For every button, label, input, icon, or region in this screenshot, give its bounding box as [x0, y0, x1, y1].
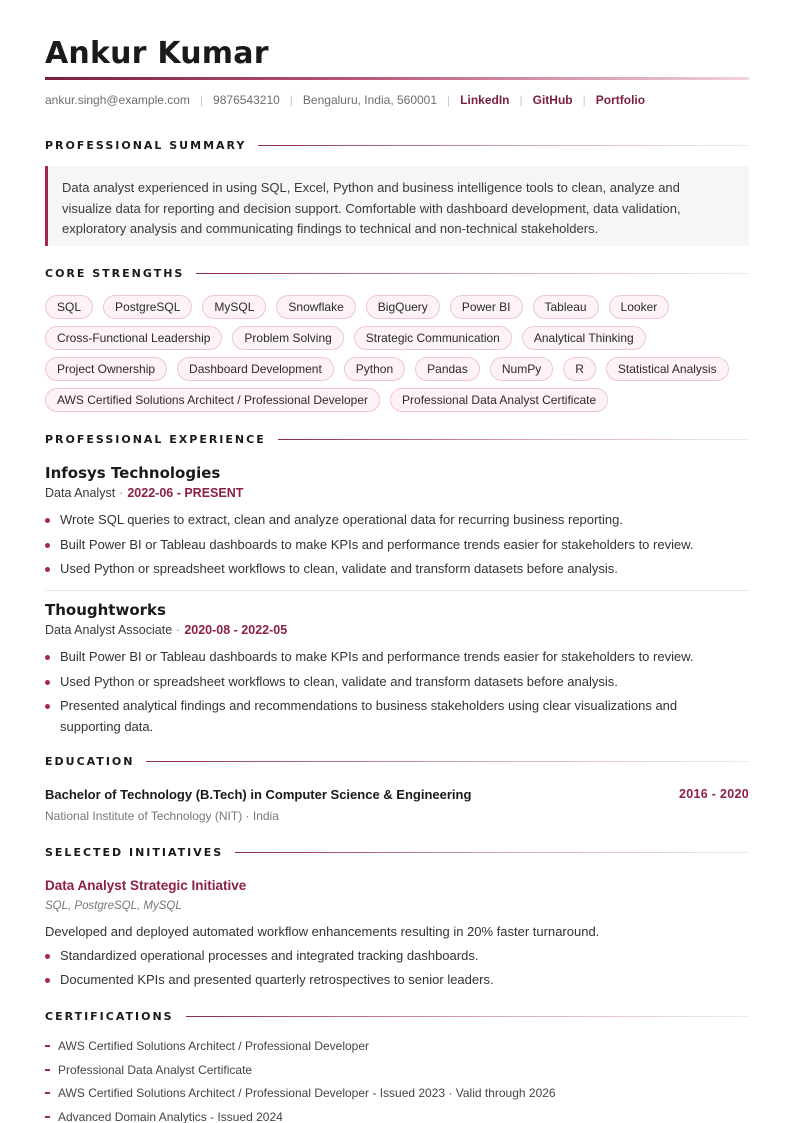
bullet-text: Used Python or spreadsheet workflows to clean, validate and transform datasets before analysis. — [60, 561, 618, 576]
section-header-strengths — [45, 267, 749, 280]
certification-list — [45, 1038, 749, 1123]
bullet-dot — [45, 978, 50, 983]
bullet-text: Built Power BI or Tableau dashboards to make KPIs and performance trends easier for stakeholders to review. — [60, 649, 694, 664]
skill-chip: AWS Certified Solutions Architect / Professional Developer — [45, 388, 380, 412]
skill-chip: Pandas — [415, 357, 480, 381]
section-title: PROFESSIONAL EXPERIENCE — [45, 433, 266, 446]
bullet-text: Presented analytical findings and recommendations to business stakeholders using clear visualizations and — [60, 698, 678, 713]
contact-bar — [45, 93, 645, 107]
contact-location: Bengaluru, India, 560001 — [302, 93, 438, 107]
chip-row — [45, 388, 749, 412]
skill-chip: Python — [344, 357, 405, 381]
github-link[interactable]: GitHub — [532, 93, 573, 107]
section-rule — [196, 273, 749, 274]
meta-separator: · — [176, 623, 181, 637]
certification-text: AWS Certified Solutions Architect / Professional Developer - Issued 2023 · Valid through 2026 — [58, 1086, 556, 1100]
bullet-item — [45, 970, 749, 994]
job-bullets — [45, 510, 749, 584]
job-title: Data Analyst — [45, 486, 116, 500]
job-dates: 2020-08 - 2022-05 — [184, 623, 288, 637]
skill-chip: Snowflake — [276, 295, 355, 319]
section-rule — [235, 852, 749, 853]
chip-row — [45, 357, 749, 381]
section-title: PROFESSIONAL SUMMARY — [45, 139, 247, 152]
job-title: Data Analyst Associate — [45, 623, 173, 637]
bullet-item — [45, 647, 749, 672]
dash-marker — [45, 1116, 50, 1118]
company-name: Infosys Technologies — [45, 464, 221, 482]
section-header-initiatives — [45, 846, 749, 859]
summary-line: visualize data for reporting and decision support. Comfortable with dashboard development, data validation, — [62, 200, 681, 216]
section-header-certifications — [45, 1010, 749, 1023]
skill-chip: NumPy — [490, 357, 553, 381]
bullet-dot — [45, 704, 50, 709]
skill-chips — [45, 295, 749, 419]
bullet-text: Built Power BI or Tableau dashboards to make KPIs and performance trends easier for stakeholders to review. — [60, 536, 694, 552]
initiative-tech: SQL, PostgreSQL, MySQL — [45, 900, 182, 912]
skill-chip: PostgreSQL — [103, 295, 192, 319]
skill-chip: SQL — [45, 295, 93, 319]
skill-chip: Cross-Functional Leadership — [45, 326, 222, 350]
education-dates: 2016 - 2020 — [678, 787, 749, 801]
bullet-dot — [45, 543, 50, 548]
name-underline — [45, 77, 749, 80]
section-header-summary — [45, 139, 749, 152]
skill-chip: Dashboard Development — [177, 357, 334, 381]
skill-chip: Project Ownership — [45, 357, 167, 381]
dash-marker — [45, 1045, 50, 1047]
meta-separator: · — [119, 486, 124, 500]
skill-chip: Problem Solving — [232, 326, 343, 350]
section-rule — [146, 761, 749, 762]
bullet-dot — [45, 655, 50, 660]
section-title: CERTIFICATIONS — [45, 1010, 174, 1023]
bullet-text: supporting data. — [60, 718, 154, 734]
certification-text: Advanced Domain Analytics - Issued 2024 — [58, 1109, 283, 1123]
section-title: CORE STRENGTHS — [45, 267, 185, 280]
bullet-dot — [45, 567, 50, 572]
portfolio-link[interactable]: Portfolio — [595, 93, 646, 107]
job-role-line — [45, 486, 243, 500]
section-rule — [258, 145, 749, 146]
summary-box — [45, 166, 749, 246]
job-bullets — [45, 647, 749, 737]
skill-chip: Tableau — [533, 295, 599, 319]
initiative-bullets — [45, 946, 749, 994]
section-rule — [186, 1016, 749, 1017]
contact-separator: | — [289, 93, 293, 107]
section-rule — [278, 439, 749, 440]
skill-chip: BigQuery — [366, 295, 440, 319]
company-name: Thoughtworks — [45, 601, 166, 619]
certification-item — [45, 1085, 749, 1109]
job-role-line — [45, 623, 287, 637]
bullet-text: Documented KPIs and presented quarterly retrospectives to senior leaders. — [60, 972, 494, 987]
certification-item — [45, 1109, 749, 1123]
skill-chip: Professional Data Analyst Certificate — [390, 388, 608, 412]
skill-chip: Statistical Analysis — [606, 357, 729, 381]
bullet-item — [45, 672, 749, 697]
certification-item — [45, 1062, 749, 1086]
skill-chip: Analytical Thinking — [522, 326, 646, 350]
school-name: National Institute of Technology (NIT) · India — [45, 809, 279, 823]
bullet-text: Used Python or spreadsheet workflows to clean, validate and transform datasets before analysis. — [60, 673, 618, 689]
chip-row — [45, 326, 749, 350]
job-dates: 2022-06 - PRESENT — [127, 486, 244, 500]
contact-phone[interactable]: 9876543210 — [213, 93, 280, 107]
skill-chip: R — [563, 357, 596, 381]
contact-separator: | — [519, 93, 523, 107]
skill-chip: Looker — [609, 295, 670, 319]
summary-line: exploratory analysis and communicating findings to technical and non-technical stakeholders. — [62, 221, 599, 236]
certification-text: AWS Certified Solutions Architect / Professional Developer — [58, 1039, 370, 1053]
bullet-dot — [45, 680, 50, 685]
chip-row — [45, 295, 749, 319]
contact-separator: | — [447, 93, 451, 107]
contact-separator: | — [582, 93, 586, 107]
bullet-item — [45, 510, 749, 535]
skill-chip: Strategic Communication — [354, 326, 512, 350]
skill-chip: MySQL — [202, 295, 266, 319]
section-title: EDUCATION — [45, 755, 135, 768]
certification-text: Professional Data Analyst Certificate — [58, 1062, 253, 1077]
bullet-item — [45, 946, 749, 970]
section-header-experience — [45, 433, 749, 446]
bullet-item — [45, 696, 749, 737]
dash-marker — [45, 1092, 50, 1094]
initiative-title: Data Analyst Strategic Initiative — [45, 878, 247, 893]
initiative-description: Developed and deployed automated workflow enhancements resulting in 20% faster turnaround. — [45, 924, 600, 939]
section-header-education — [45, 755, 749, 768]
contact-email[interactable]: ankur.singh@example.com — [45, 93, 190, 107]
bullet-text: Standardized operational processes and integrated tracking dashboards. — [60, 948, 479, 963]
summary-line: Data analyst experienced in using SQL, Excel, Python and business intelligence tools to clean, analyze and — [62, 180, 680, 195]
section-title: SELECTED INITIATIVES — [45, 846, 224, 859]
bullet-text: Wrote SQL queries to extract, clean and analyze operational data for recurring business reporting. — [60, 512, 623, 527]
job-divider — [45, 590, 749, 591]
bullet-dot — [45, 518, 50, 523]
contact-separator: | — [199, 93, 204, 107]
candidate-name: Ankur Kumar — [45, 36, 269, 71]
linkedin-link[interactable]: LinkedIn — [460, 93, 510, 107]
skill-chip: Power BI — [450, 295, 523, 319]
bullet-item — [45, 535, 749, 560]
certification-item — [45, 1038, 749, 1062]
bullet-item — [45, 559, 749, 584]
degree-title: Bachelor of Technology (B.Tech) in Computer Science & Engineering — [45, 787, 472, 802]
dash-marker — [45, 1069, 50, 1071]
bullet-dot — [45, 954, 50, 959]
